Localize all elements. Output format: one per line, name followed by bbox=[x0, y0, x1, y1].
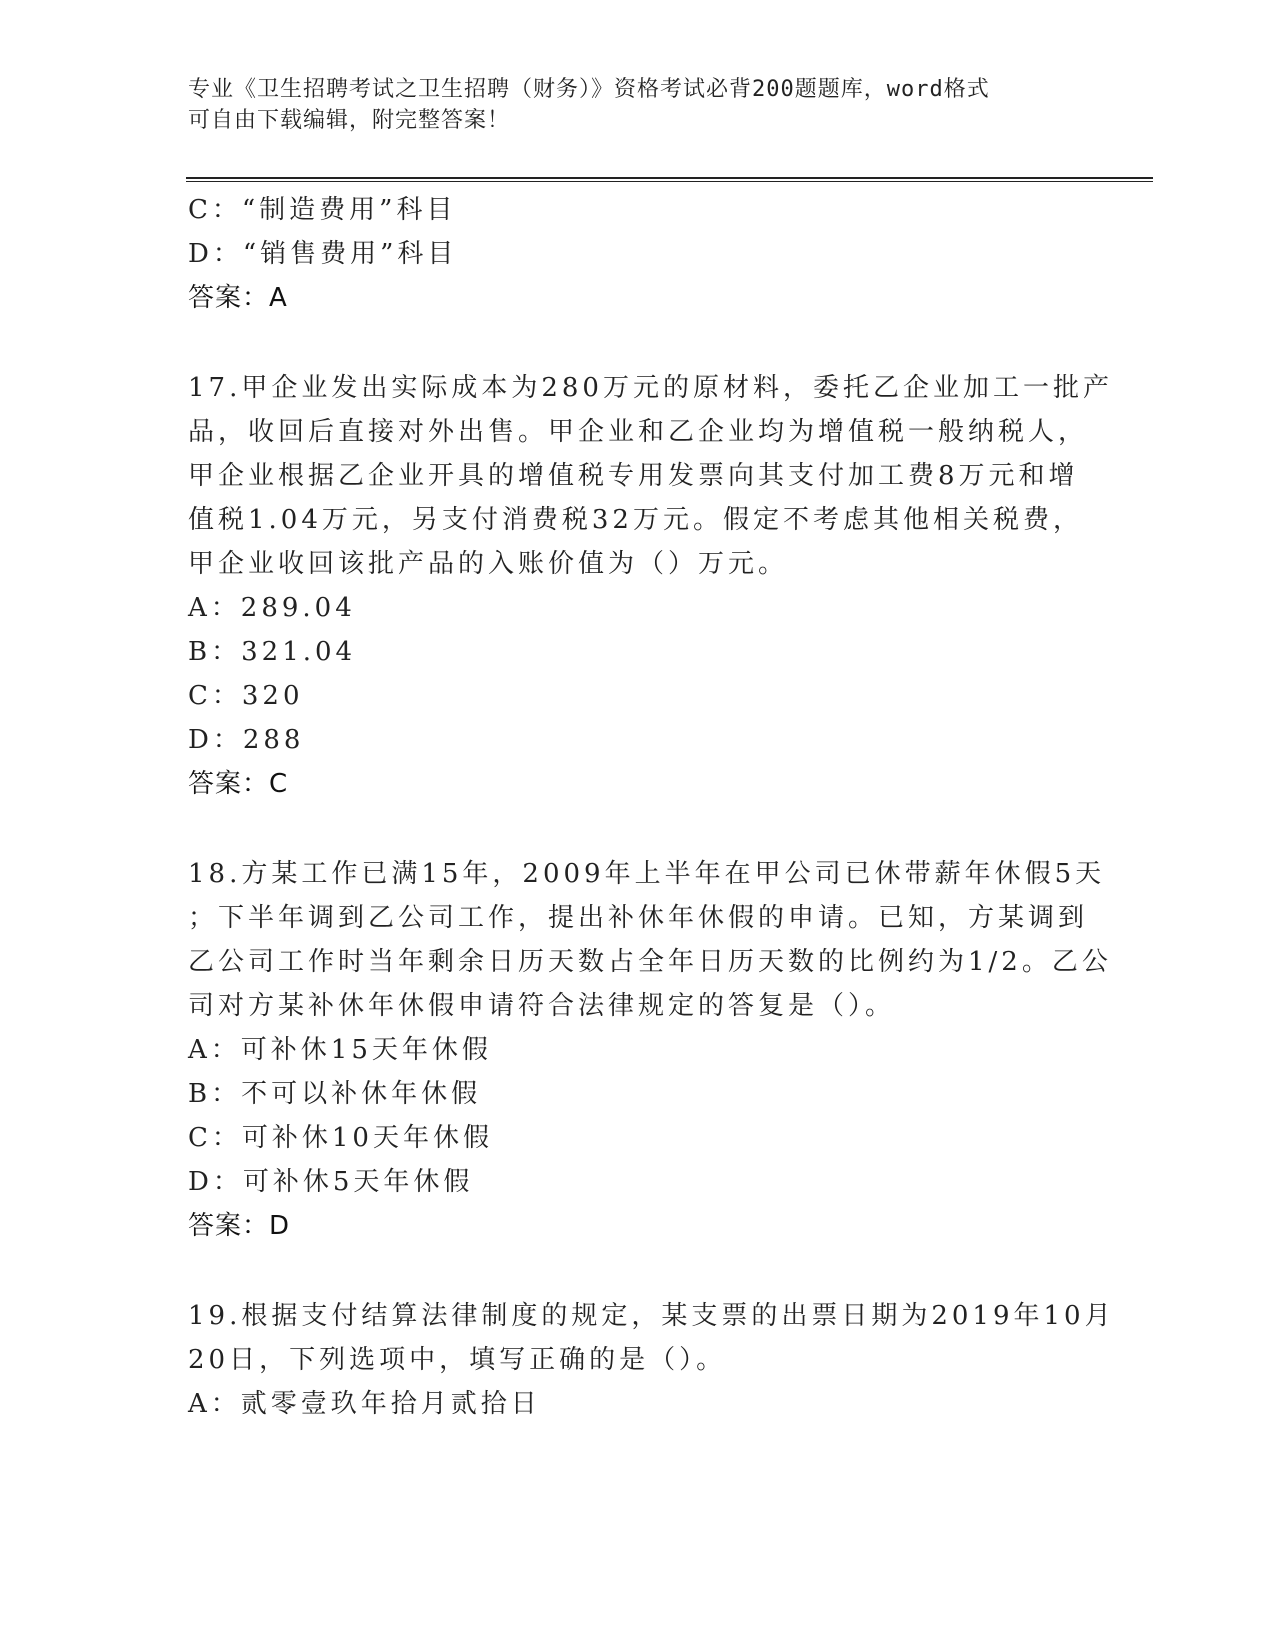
question-text-line: 17.甲企业发出实际成本为280万元的原材料，委托乙企业加工一批产 bbox=[188, 373, 1113, 403]
question-text-line: 18.方某工作已满15年，2009年上半年在甲公司已休带薪年休假5天 bbox=[188, 859, 1106, 889]
question-text-line: 值税1.04万元，另支付消费税32万元。假定不考虑其他相关税费， bbox=[188, 505, 1083, 535]
option-b: B：321.04 bbox=[188, 637, 357, 667]
option-a: A：可补休15天年休假 bbox=[188, 1035, 492, 1065]
header-title-line-2: 可自由下载编辑，附完整答案！ bbox=[188, 108, 511, 133]
answer-line: 答案：A bbox=[188, 283, 288, 313]
option-d: D：288 bbox=[188, 725, 305, 755]
question-text-line: 甲企业根据乙企业开具的增值税专用发票向其支付加工费8万元和增 bbox=[188, 461, 1079, 491]
spacer bbox=[188, 320, 1088, 366]
header-title-line-1: 专业《卫生招聘考试之卫生招聘（财务）》资格考试必背200题题库，word格式 bbox=[188, 77, 990, 102]
option-c: C：320 bbox=[188, 681, 304, 711]
header-divider-thick bbox=[186, 177, 1153, 179]
question-text-line: 20日，下列选项中，填写正确的是（）。 bbox=[188, 1345, 727, 1375]
document-header bbox=[188, 74, 1068, 136]
option-d: D：可补休5天年休假 bbox=[188, 1167, 474, 1197]
option-a: A：贰零壹玖年拾月贰拾日 bbox=[188, 1389, 541, 1419]
option-c: C：“制造费用”科目 bbox=[188, 195, 457, 225]
question-content bbox=[188, 188, 1115, 1426]
question-text-line: 品，收回后直接对外出售。甲企业和乙企业均为增值税一般纳税人， bbox=[188, 417, 1089, 447]
question-text-line: 19.根据支付结算法律制度的规定，某支票的出票日期为2019年10月 bbox=[188, 1301, 1115, 1331]
answer-line: 答案：D bbox=[188, 1211, 291, 1241]
option-c: C：可补休10天年休假 bbox=[188, 1123, 493, 1153]
question-text-line: 乙公司工作时当年剩余日历天数占全年日历天数的比例约为1/2。乙公 bbox=[188, 947, 1112, 977]
question-16-tail bbox=[188, 188, 1088, 320]
answer-line: 答案：C bbox=[188, 769, 289, 799]
question-19 bbox=[188, 1294, 1115, 1426]
option-d: D：“销售费用”科目 bbox=[188, 239, 458, 269]
option-a: A：289.04 bbox=[188, 593, 356, 623]
question-text-line: ；下半年调到乙公司工作，提出补休年休假的申请。已知，方某调到 bbox=[188, 903, 1089, 933]
question-text-line: 甲企业收回该批产品的入账价值为（）万元。 bbox=[188, 549, 789, 579]
question-18 bbox=[188, 852, 1112, 1248]
header-divider-thin bbox=[186, 181, 1153, 182]
question-text-line: 司对方某补休年休假申请符合法律规定的答复是（）。 bbox=[188, 991, 896, 1021]
spacer bbox=[188, 1248, 1088, 1294]
option-b: B：不可以补休年休假 bbox=[188, 1079, 482, 1109]
question-17 bbox=[188, 366, 1113, 806]
spacer bbox=[188, 806, 1088, 852]
